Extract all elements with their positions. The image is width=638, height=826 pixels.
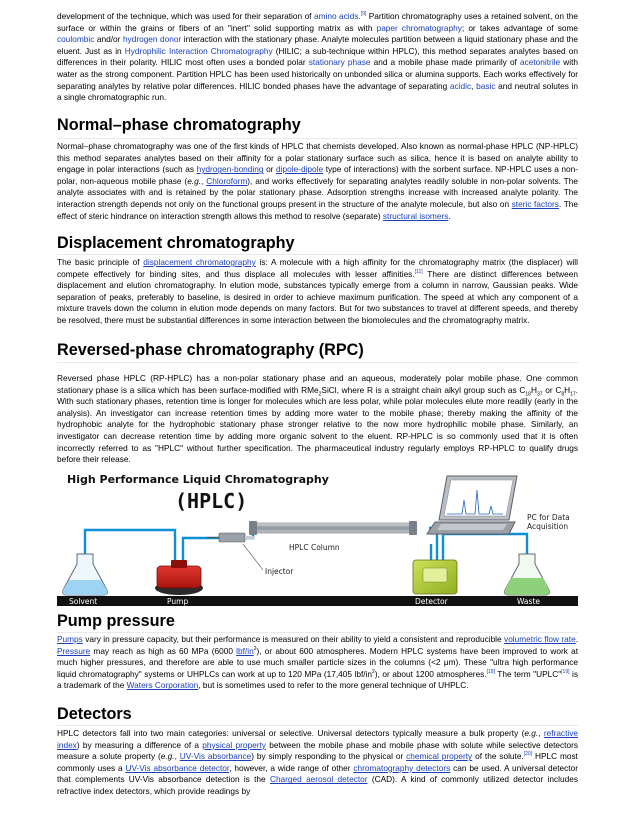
pc-label-line1: PC for Data (527, 513, 570, 522)
citation[interactable]: [20] (523, 751, 533, 758)
link-stationary-phase[interactable]: stationary phase (308, 57, 371, 68)
pump-icon (155, 560, 203, 595)
pc-label-line2: Acquisition (527, 522, 569, 531)
link-hydrogen-bonding[interactable]: hydrogen-bonding (196, 164, 264, 175)
normal-phase-paragraph: Normal–phase chromatography was one of the first kinds of HPLC that chemists developed. Also known as normal-phase HPLC (NP-HPLC) this method separates analytes based on their affinity for a polar stationary surface such as silica, hence it is based on analyte ability to engage in polar interactions (such as hydrogen-bonding or dipole-dipole type of interactions) with the sorbent surface. NP-HPLC uses a non-polar, non-aqueous mobile phase (e.g., Chloroform), and works effectively for separating analytes readily soluble in non-polar solvents. The analyte associates with and is retained by the polar stationary phase. Adsorption strengths increase with increased analyte polarity. The interaction strength depends not only on the functional groups present in the structure of the analyte molecule, but also on steric factors. The effect of steric hindrance on interaction strength allows this method to resolve (separate) structural isomers. (57, 141, 578, 221)
diagram-title: High Performance Liquid Chromatography (67, 473, 329, 486)
detector-label: Detector (415, 597, 448, 606)
detectors-section (57, 704, 578, 724)
diagram-label-bar (57, 596, 578, 606)
link-chloroform[interactable]: Chloroform (206, 175, 248, 186)
displacement-heading: Displacement chromatography (57, 234, 295, 252)
link-waters-corporation[interactable]: Waters Corporation (126, 680, 199, 691)
link-coulombic[interactable]: coulombic (57, 34, 95, 45)
link-basic[interactable]: basic (476, 80, 496, 91)
injector-label: Injector (265, 567, 294, 576)
displacement-body (57, 257, 578, 327)
intro-paragraph: development of the technique, which was used for their separation of amino acids.[9] Partition chromatography uses a retained solvent, on the surface or within the grains or fibers of an "inert" solid supporting matrix as with paper chromatography; or takes advantage of some coulombic and/or hydrogen donor interaction with the stationary phase. Analyte molecules partition between a liquid stationary phase and the eluent. Just as in Hydrophilic Interaction Chromatography (HILIC; a sub-technique within HPLC), this method separates analytes based on differences in their polarity. HILIC most often uses a bonded polar stationary phase and a mobile phase made primarily of acetonitrile with water as the strong component. Partition HPLC has been used historically on unbonded silica or alumina supports. Each works effectively for separating analytes by relative polar differences. HILIC bonded phases have the advantage of separating acidic, basic and neutral solutes in a single chromatographic run. (57, 11, 579, 103)
pump-pressure-body (57, 634, 578, 692)
displacement-section (57, 233, 578, 253)
normal-phase-section (57, 115, 578, 135)
divider (57, 632, 578, 633)
link-physical-property[interactable]: physical property (202, 739, 266, 750)
pump-label: Pump (167, 597, 189, 606)
column-label: HPLC Column (289, 543, 340, 552)
citation[interactable]: [9] (360, 11, 367, 18)
hplc-column-icon (249, 521, 417, 535)
link-refractive-index[interactable]: refractive index (57, 728, 578, 750)
pc-laptop-icon (427, 476, 517, 534)
normal-phase-heading: Normal–phase chromatography (57, 116, 301, 134)
link-structural-isomers[interactable]: structural isomers (382, 210, 449, 221)
link-acidic[interactable]: acidic (449, 80, 472, 91)
link-dipole-dipole[interactable]: dipole-dipole (276, 164, 324, 175)
divider (57, 362, 578, 363)
diagram-subtitle: (HPLC) (175, 489, 248, 513)
link-uv-vis-detector[interactable]: UV-Vis absorbance detector (125, 762, 230, 773)
injector-icon (207, 533, 255, 542)
link-uv-vis-absorbance[interactable]: UV-Vis absorbance (179, 751, 252, 762)
solvent-label: Solvent (69, 597, 98, 606)
pump-pressure-heading: Pump pressure (57, 612, 175, 630)
detectors-body (57, 728, 578, 798)
link-chemical-property[interactable]: chemical property (406, 751, 473, 762)
link-steric-factors[interactable]: steric factors (511, 198, 559, 209)
displacement-paragraph: The basic principle of displacement chromatography is: A molecule with a high affinity for the chromatography matrix (the displacer) will compete effectively for binding sites, and thus displace all molecules with lesser affinities.[11] There are distinct differences between displacement and elution chromatography. In elution mode, substances typically emerge from a column in narrow, Gaussian peaks. Wide separation of peaks, preferably to baseline, is desired in order to achieve maximum purification. The speed at which any component of a mixture travels down the column in elution mode depends on many factors. But for two substances to travel at different speeds, and thereby be resolved, there must be substantial differences in some interaction between the biomolecules and the chromatography matrix. (57, 257, 578, 325)
link-chromatography-detectors[interactable]: chromatography detectors (353, 762, 451, 773)
link-acetonitrile[interactable]: acetonitrile (520, 57, 561, 68)
detectors-paragraph: HPLC detectors fall into two main categories: universal or selective. Universal detectors typically measure a bulk property (e.g., refractive index) by measuring a difference of a physical property between the mobile phase and mobile phase with solute while selective detectors measure a solute property (e.g., UV-Vis absorbance) by simply responding to the physical or chemical property of the solute.[20] HPLC most commonly uses a UV-Vis absorbance detector, however, a wide range of other chromatography detectors can be used. A universal detector that complements UV-Vis absorbance detection is the Charged aerosol detector (CAD). A kind of commonly utilized detector includes refractive index detectors, which provide readings by (57, 728, 579, 796)
link-charged-aerosol-detector[interactable]: Charged aerosol detector (269, 774, 368, 785)
reversed-phase-body (57, 373, 578, 466)
solvent-flask-icon (63, 554, 108, 595)
reversed-phase-section (57, 340, 578, 360)
intro-block (57, 11, 578, 104)
reversed-phase-paragraph: Reversed phase HPLC (RP-HPLC) has a non-polar stationary phase and an aqueous, moderately polar mobile phase. One common stationary phase is a silica which has been surface-modified with RMe$_2$SiCl, where R is a straight chain alkyl group such as $C_{18}H_{37}$ or $C_8H_{17}$. With such stationary phases, retention time is longer for molecules which are less polar, while polar molecules elute more readily (early in the analysis). An investigator can increase retention times by adding more water to the mobile phase; thereby making the affinity of the hydrophobic analyte for the hydrophobic stationary phase stronger relative to the now more hydrophilic mobile phase. Similarly, an investigator can decrease retention time by adding more organic solvent to the eluent. RP-HPLC is so commonly used that it is often incorrectly referred to as "HPLC" without further specification. The pharmaceutical industry regularly employs RP-HPLC to qualify drugs before their release. (57, 373, 578, 465)
divider (57, 725, 578, 726)
link-hydrogen-donor[interactable]: hydrogen donor (122, 34, 182, 45)
normal-phase-body (57, 141, 578, 222)
waste-flask-icon (505, 554, 550, 595)
pump-pressure-section (57, 611, 578, 631)
link-volumetric-flow-rate[interactable]: volumetric flow rate (504, 634, 576, 644)
link-pressure[interactable]: Pressure (57, 645, 91, 656)
divider (57, 138, 578, 139)
link-paper-chromatography[interactable]: paper chromatography (376, 22, 462, 33)
hplc-diagram (57, 468, 578, 606)
reversed-phase-heading: Reversed-phase chromatography (RPC) (57, 341, 364, 359)
link-displacement-chromatography[interactable]: displacement chromatography (143, 257, 256, 267)
detectors-heading: Detectors (57, 705, 132, 723)
link-lbf-in2[interactable]: lbf/in (236, 645, 254, 656)
waste-label: Waste (517, 597, 540, 606)
citation[interactable]: [11] (414, 268, 423, 275)
citation[interactable]: [19] (561, 669, 570, 676)
citation[interactable]: [18] (486, 669, 495, 676)
link-hilic[interactable]: Hydrophilic Interaction Chromatography (124, 45, 273, 56)
link-pumps[interactable]: Pumps (57, 634, 83, 644)
divider (57, 254, 578, 255)
link-amino-acids[interactable]: amino acids. (313, 11, 361, 21)
detector-icon (413, 560, 457, 594)
pump-pressure-paragraph: Pumps vary in pressure capacity, but their performance is measured on their ability to yield a consistent and reproducible volumetric flow rate. Pressure may reach as high as 60 MPa (6000 lbf/$in^2$), or about 600 atmospheres. Modern HPLC systems have been improved to work at much higher pressures, and therefore are able to use much smaller particle sizes in the columns (<2 μm). These "ultra high performance liquid chromatography" systems or UHPLCs can work at up to 120 MPa (17,405 lbf/$in^2$), or about 1200 atmospheres.[18] The term "UPLC"[19] is a trademark of the Waters Corporation, but is sometimes used to refer to the more general technique of UHPLC. (57, 634, 579, 691)
